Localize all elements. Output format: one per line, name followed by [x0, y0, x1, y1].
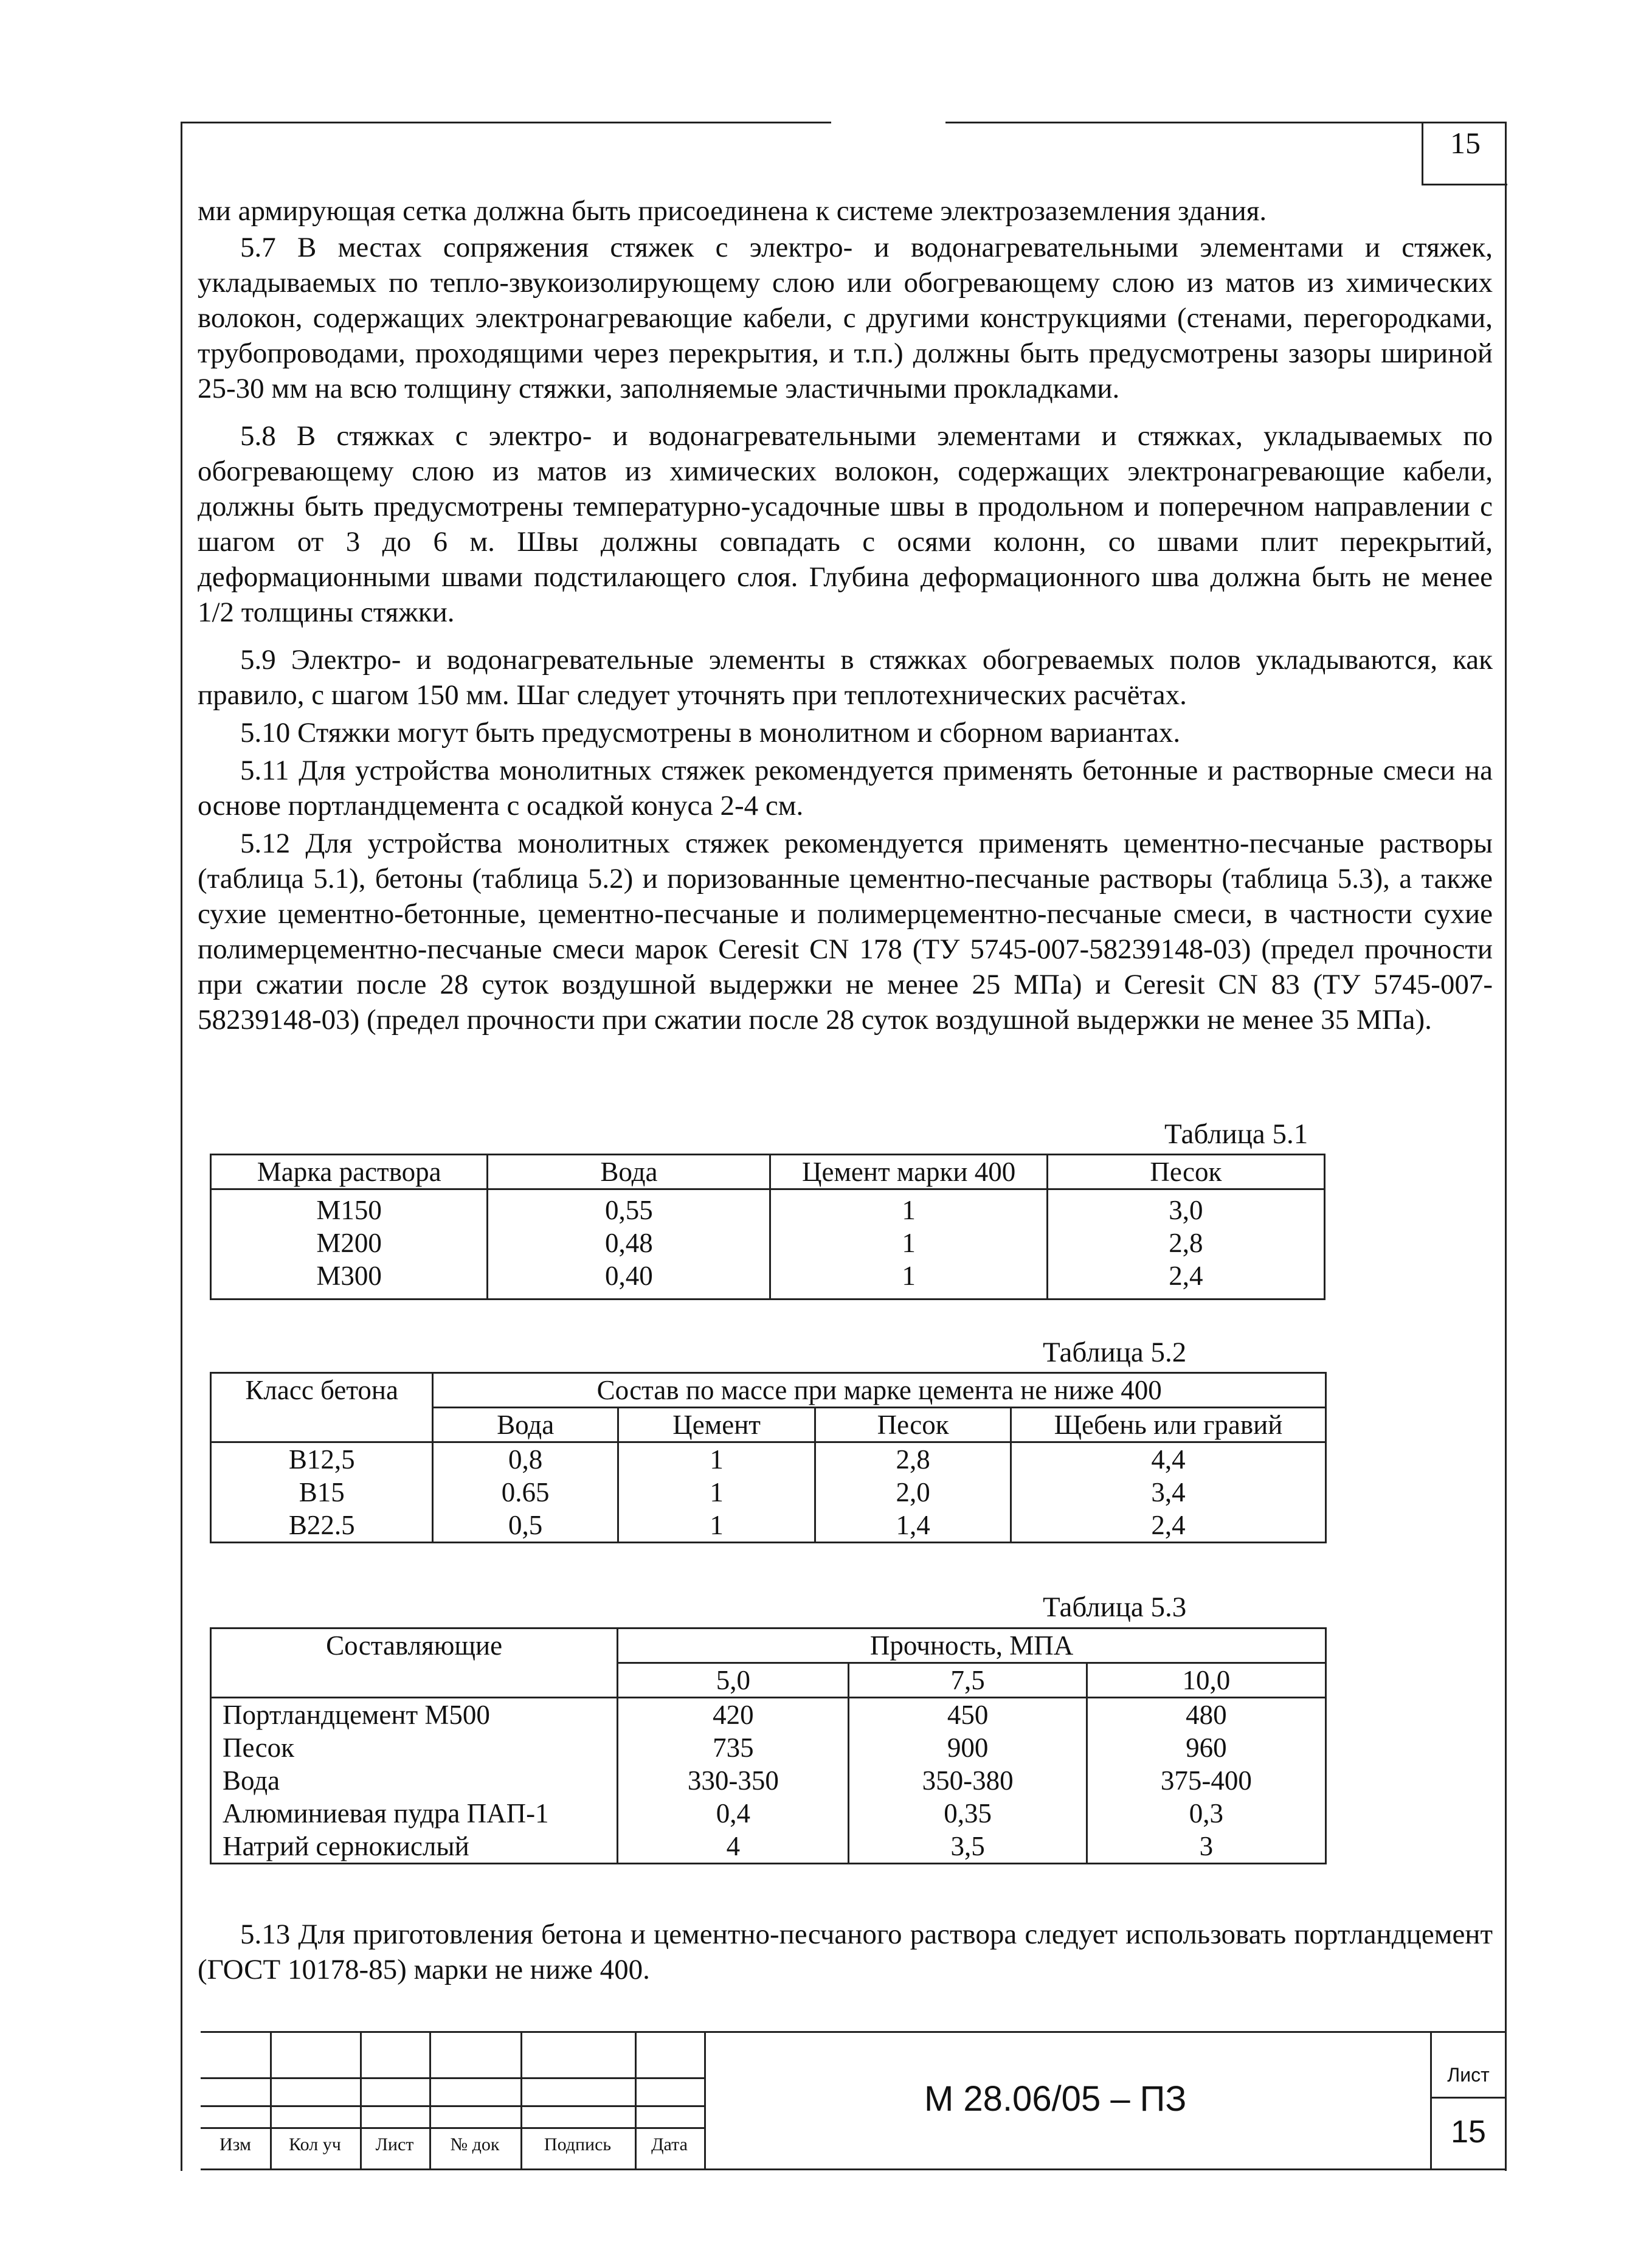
- table-cell: 3,0: [1047, 1189, 1324, 1227]
- table-cell: 0,3: [1087, 1797, 1325, 1830]
- table-cell: 375-400: [1087, 1764, 1325, 1797]
- table-header-row: [211, 1155, 1325, 1189]
- paragraph-number: 5.7: [240, 232, 276, 263]
- table-row: [211, 1476, 1326, 1509]
- table-header-cell: Цемент: [618, 1408, 815, 1442]
- table-cell: 350-380: [849, 1764, 1087, 1797]
- table-5-1-caption: Таблица 5.1: [1164, 1118, 1308, 1150]
- paragraph-number: 5.9: [240, 644, 276, 676]
- paragraph-5-12: [198, 826, 1493, 1037]
- table-cell: М300: [211, 1259, 488, 1300]
- table-row: [211, 1227, 1325, 1259]
- table-header-cell: 10,0: [1087, 1663, 1325, 1698]
- paragraph-text: В стяжках с электро- и водонагревательными элементами и стяжках, укладываемых по обогревающему слою из матов из химических волокон, содержащих электронагревающие кабели, должны быть предусмотрены температурно-усадочные швы в продольном и поперечном направлении с шагом от 3 до 6 м. Швы должны совпадать с осями колонн, со швами плит перекрытий, деформационными швами подстилающего слоя. Глубина деформационного шва должна быть не менее 1/2 толщины стяжки.: [198, 420, 1493, 628]
- table-cell: 0,40: [488, 1259, 770, 1300]
- table-cell: 2,0: [815, 1476, 1011, 1509]
- table-cell: Вода: [211, 1764, 618, 1797]
- paragraph-5-9: [198, 642, 1493, 713]
- table-cell: 420: [618, 1698, 849, 1732]
- document-code: М 28.06/05 – ПЗ: [924, 2079, 1187, 2119]
- table-cell: В22.5: [211, 1509, 433, 1543]
- table-cell: 480: [1087, 1698, 1325, 1732]
- table-header-cell: Песок: [1047, 1155, 1324, 1189]
- table-cell: 1,4: [815, 1509, 1011, 1543]
- table-cell: 0,48: [488, 1227, 770, 1259]
- paragraph-number: 5.8: [240, 420, 276, 452]
- paragraph-text: Стяжки могут быть предусмотрены в монолитном и сборном вариантах.: [290, 717, 1181, 749]
- stamp-label-kol-uch: Кол уч: [289, 2134, 341, 2155]
- table-cell: Алюминиевая пудра ПАП-1: [211, 1797, 618, 1830]
- table-cell: 2,4: [1047, 1259, 1324, 1300]
- table-cell: 330-350: [618, 1764, 849, 1797]
- table-cell: 4: [618, 1830, 849, 1864]
- table-cell: 735: [618, 1731, 849, 1764]
- table-header-group: Состав по массе при марке цемента не ниже 400: [433, 1373, 1326, 1408]
- paragraph-5-10: [198, 715, 1493, 750]
- table-header-cell: 5,0: [618, 1663, 849, 1698]
- table-cell: 1: [770, 1189, 1047, 1227]
- table-row: [211, 1764, 1326, 1797]
- table-header-cell: Цемент марки 400: [770, 1155, 1047, 1189]
- stamp-label-izm: Изм: [219, 2134, 252, 2155]
- table-cell: 0,5: [433, 1509, 618, 1543]
- table-cell: 1: [770, 1227, 1047, 1259]
- sheet-number: 15: [1451, 2114, 1486, 2150]
- table-cell: 900: [849, 1731, 1087, 1764]
- table-cell: В15: [211, 1476, 433, 1509]
- table-cell: 4,4: [1011, 1442, 1325, 1476]
- table-cell: М200: [211, 1227, 488, 1259]
- page-number: 15: [1422, 122, 1507, 185]
- paragraph-number: 5.13: [240, 1919, 291, 1950]
- table-header-cell: Класс бетона: [211, 1373, 433, 1442]
- table-5-2: [210, 1372, 1327, 1543]
- paragraph-text: В местах сопряжения стяжек с электро- и водонагревательными элементами и стяжек, укладываемых по тепло-звукоизолирующему слою или обогревающему слою из матов из химических волокон, содержащих электронагревающие кабели, с другими конструкциями (стенами, перегородками, трубопроводами, проходящими через перекрытия, и т.п.) должны быть предусмотрены зазоры шириной 25-30 мм на всю толщину стяжки, заполняемые эластичными прокладками.: [198, 232, 1493, 404]
- table-header-group: Прочность, МПА: [618, 1628, 1326, 1663]
- table-row: [211, 1797, 1326, 1830]
- paragraph-text: ми армирующая сетка должна быть присоединена к системе электрозаземления здания.: [198, 195, 1267, 227]
- stamp-line: [704, 2031, 706, 2170]
- table-header-row: [211, 1628, 1326, 1663]
- stamp-label-list: Лист: [375, 2134, 414, 2155]
- paragraph-number: 5.12: [240, 828, 291, 859]
- sheet-label: Лист: [1447, 2064, 1490, 2086]
- table-header-cell: Марка раствора: [211, 1155, 488, 1189]
- table-cell: 3,5: [849, 1830, 1087, 1864]
- paragraph-5-13: [198, 1917, 1493, 1987]
- table-header-row: [211, 1373, 1326, 1408]
- stamp-label-date: Дата: [651, 2134, 688, 2155]
- table-header-cell: Песок: [815, 1408, 1011, 1442]
- stamp-line: [201, 2105, 704, 2107]
- table-row: [211, 1259, 1325, 1300]
- table-cell: 0,8: [433, 1442, 618, 1476]
- paragraph-text: Для приготовления бетона и цементно-песчаного раствора следует использовать портландцемент (ГОСТ 10178-85) марки не ниже 400.: [198, 1919, 1493, 1985]
- table-header-cell: Вода: [488, 1155, 770, 1189]
- table-cell: Портландцемент М500: [211, 1698, 618, 1732]
- table-cell: М150: [211, 1189, 488, 1227]
- table-cell: 0,35: [849, 1797, 1087, 1830]
- table-cell: 960: [1087, 1731, 1325, 1764]
- paragraph-5-8: [198, 418, 1493, 630]
- paragraph-5-7: [198, 230, 1493, 406]
- stamp-line: [201, 2031, 1507, 2033]
- frame-top-left: [181, 122, 831, 123]
- table-cell: 0.65: [433, 1476, 618, 1509]
- paragraph-number: 5.10: [240, 717, 291, 749]
- table-cell: Песок: [211, 1731, 618, 1764]
- table-row: [211, 1698, 1326, 1732]
- table-header-cell: Составляющие: [211, 1628, 618, 1698]
- paragraph-text: Электро- и водонагревательные элементы в стяжках обогреваемых полов укладываются, как правило, с шагом 150 мм. Шаг следует уточнять при теплотехнических расчётах.: [198, 644, 1493, 711]
- frame-left: [181, 122, 182, 2171]
- stamp-label-signature: Подпись: [544, 2134, 612, 2155]
- stamp-label-doc-num: № док: [450, 2134, 500, 2155]
- paragraph-continuation: [198, 193, 1493, 229]
- table-cell: Натрий сернокислый: [211, 1830, 618, 1864]
- paragraph-text: Для устройства монолитных стяжек рекомендуется применять цементно-песчаные растворы (таблица 5.1), бетоны (таблица 5.2) и поризованные цементно-песчаные растворы (таблица 5.3), а также сухие цементно-бетонные, цементно-песчаные и полимерцементно-песчаные смеси, в частности сухие полимерцементно-песчаные смеси марок Ceresit CN 178 (ТУ 5745-007-58239148-03) (предел прочности при сжатии после 28 суток воздушной выдержки не менее 25 МПа) и Ceresit CN 83 (ТУ 5745-007-58239148-03) (предел прочности при сжатии после 28 суток воздушной выдержки не менее 35 МПа).: [198, 828, 1493, 1036]
- closing-text: [198, 1917, 1493, 1987]
- table-5-1: [210, 1154, 1325, 1300]
- table-header-cell: Вода: [433, 1408, 618, 1442]
- table-row: [211, 1189, 1325, 1227]
- table-row: [211, 1509, 1326, 1543]
- table-cell: 1: [770, 1259, 1047, 1300]
- table-header-cell: Щебень или гравий: [1011, 1408, 1325, 1442]
- table-cell: 1: [618, 1509, 815, 1543]
- paragraph-text: Для устройства монолитных стяжек рекомендуется применять бетонные и растворные смеси на основе портландцемента с осадкой конуса 2-4 см.: [198, 755, 1493, 822]
- table-row: [211, 1442, 1326, 1476]
- table-cell: В12,5: [211, 1442, 433, 1476]
- table-row: [211, 1731, 1326, 1764]
- table-5-2-caption: Таблица 5.2: [1043, 1337, 1187, 1368]
- table-cell: 1: [618, 1442, 815, 1476]
- paragraph-number: 5.11: [240, 755, 289, 786]
- table-cell: 2,8: [1047, 1227, 1324, 1259]
- table-cell: 1: [618, 1476, 815, 1509]
- table-5-3: [210, 1627, 1327, 1864]
- stamp-line: [201, 2077, 704, 2079]
- table-cell: 2,8: [815, 1442, 1011, 1476]
- table-row: [211, 1830, 1326, 1864]
- stamp-line: [1430, 2097, 1507, 2099]
- body-text: [198, 193, 1493, 1037]
- frame-right: [1505, 122, 1507, 2171]
- table-cell: 2,4: [1011, 1509, 1325, 1543]
- table-cell: 3: [1087, 1830, 1325, 1864]
- title-block: [201, 2031, 1507, 2170]
- table-cell: 3,4: [1011, 1476, 1325, 1509]
- table-cell: 450: [849, 1698, 1087, 1732]
- table-cell: 0,4: [618, 1797, 849, 1830]
- table-header-cell: 7,5: [849, 1663, 1087, 1698]
- table-cell: 0,55: [488, 1189, 770, 1227]
- paragraph-5-11: [198, 753, 1493, 823]
- stamp-line: [201, 2127, 704, 2129]
- table-5-3-caption: Таблица 5.3: [1043, 1591, 1187, 1623]
